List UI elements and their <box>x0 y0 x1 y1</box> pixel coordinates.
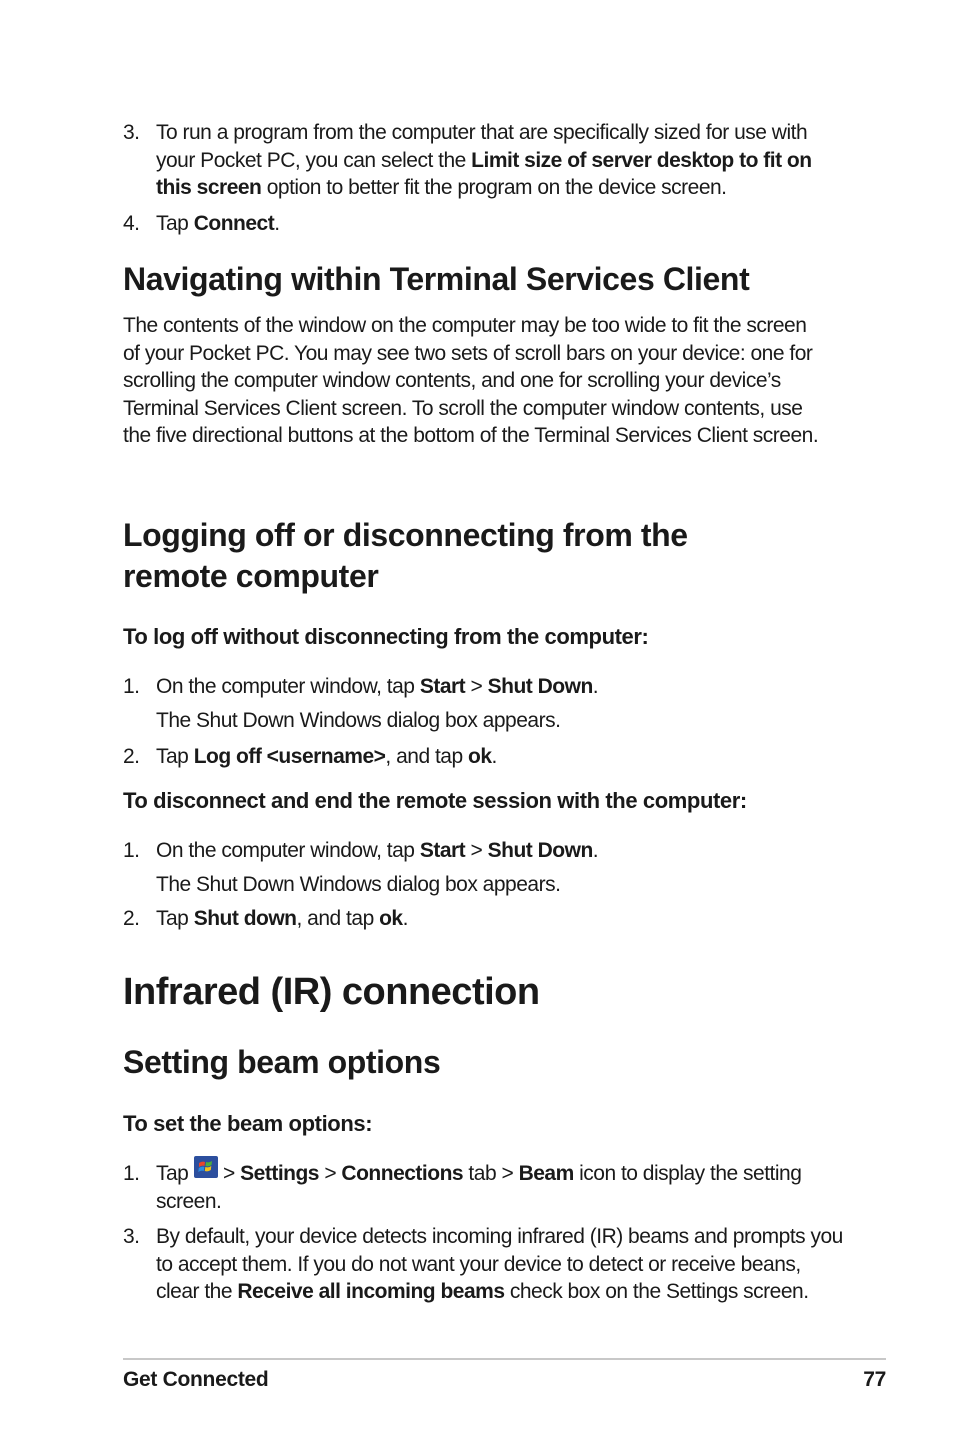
list-text: Tap Connect. <box>156 212 280 235</box>
list-text: Tap > Settings > Connections tab > Beam icon to display the setting screen. <box>156 1160 846 1215</box>
section-heading-beam: Setting beam options <box>123 1044 441 1080</box>
list-number: 3. <box>123 121 140 144</box>
list-text: Tap Log off <username>, and tap ok. <box>156 745 497 768</box>
list-number: 2. <box>123 907 140 930</box>
subheading-log-off: To log off without disconnecting from the computer: <box>123 624 649 649</box>
list-text: On the computer window, tap Start > Shut Down. <box>156 675 599 698</box>
subheading-beam: To set the beam options: <box>123 1111 373 1136</box>
subheading-disconnect: To disconnect and end the remote session with the computer: <box>123 788 747 813</box>
footer-section-title: Get Connected <box>123 1368 269 1391</box>
list-number: 1. <box>123 675 140 698</box>
footer-page-number: 77 <box>863 1368 886 1391</box>
paragraph-navigating: The contents of the window on the computer may be too wide to fit the screen of your Pocket PC. You may see two sets of scroll bars on your device: one for scrolling the computer window contents, and one for scrolling your device’s Terminal Services Client screen. To scroll the computer window contents, use the five directional buttons at the bottom of the Terminal Services Client screen. <box>123 314 819 448</box>
list-number: 2. <box>123 745 140 768</box>
list-number: 1. <box>123 1162 140 1185</box>
list-text: By default, your device detects incoming infrared (IR) beams and prompts you to accept them. If you do not want your device to detect or receive beans, clear the Receive all incoming beams check box on the Settings screen. <box>156 1225 843 1303</box>
footer-divider <box>123 1358 886 1360</box>
list-number: 4. <box>123 212 140 235</box>
section-heading-logging-off: Logging off or disconnecting from the remote computer <box>123 517 688 594</box>
windows-start-icon <box>194 1160 218 1182</box>
list-number: 1. <box>123 839 140 862</box>
list-text: On the computer window, tap Start > Shut Down. <box>156 839 599 862</box>
section-heading-navigating: Navigating within Terminal Services Client <box>123 261 750 297</box>
chapter-heading-infrared: Infrared (IR) connection <box>123 971 540 1013</box>
list-number: 3. <box>123 1225 140 1248</box>
list-text: Tap Shut down, and tap ok. <box>156 907 408 930</box>
list-text: To run a program from the computer that are specifically sized for use with your Pocket PC, you can select the Limit size of server desktop to fit on this screen option to better fit the program on the device screen. <box>156 121 812 199</box>
